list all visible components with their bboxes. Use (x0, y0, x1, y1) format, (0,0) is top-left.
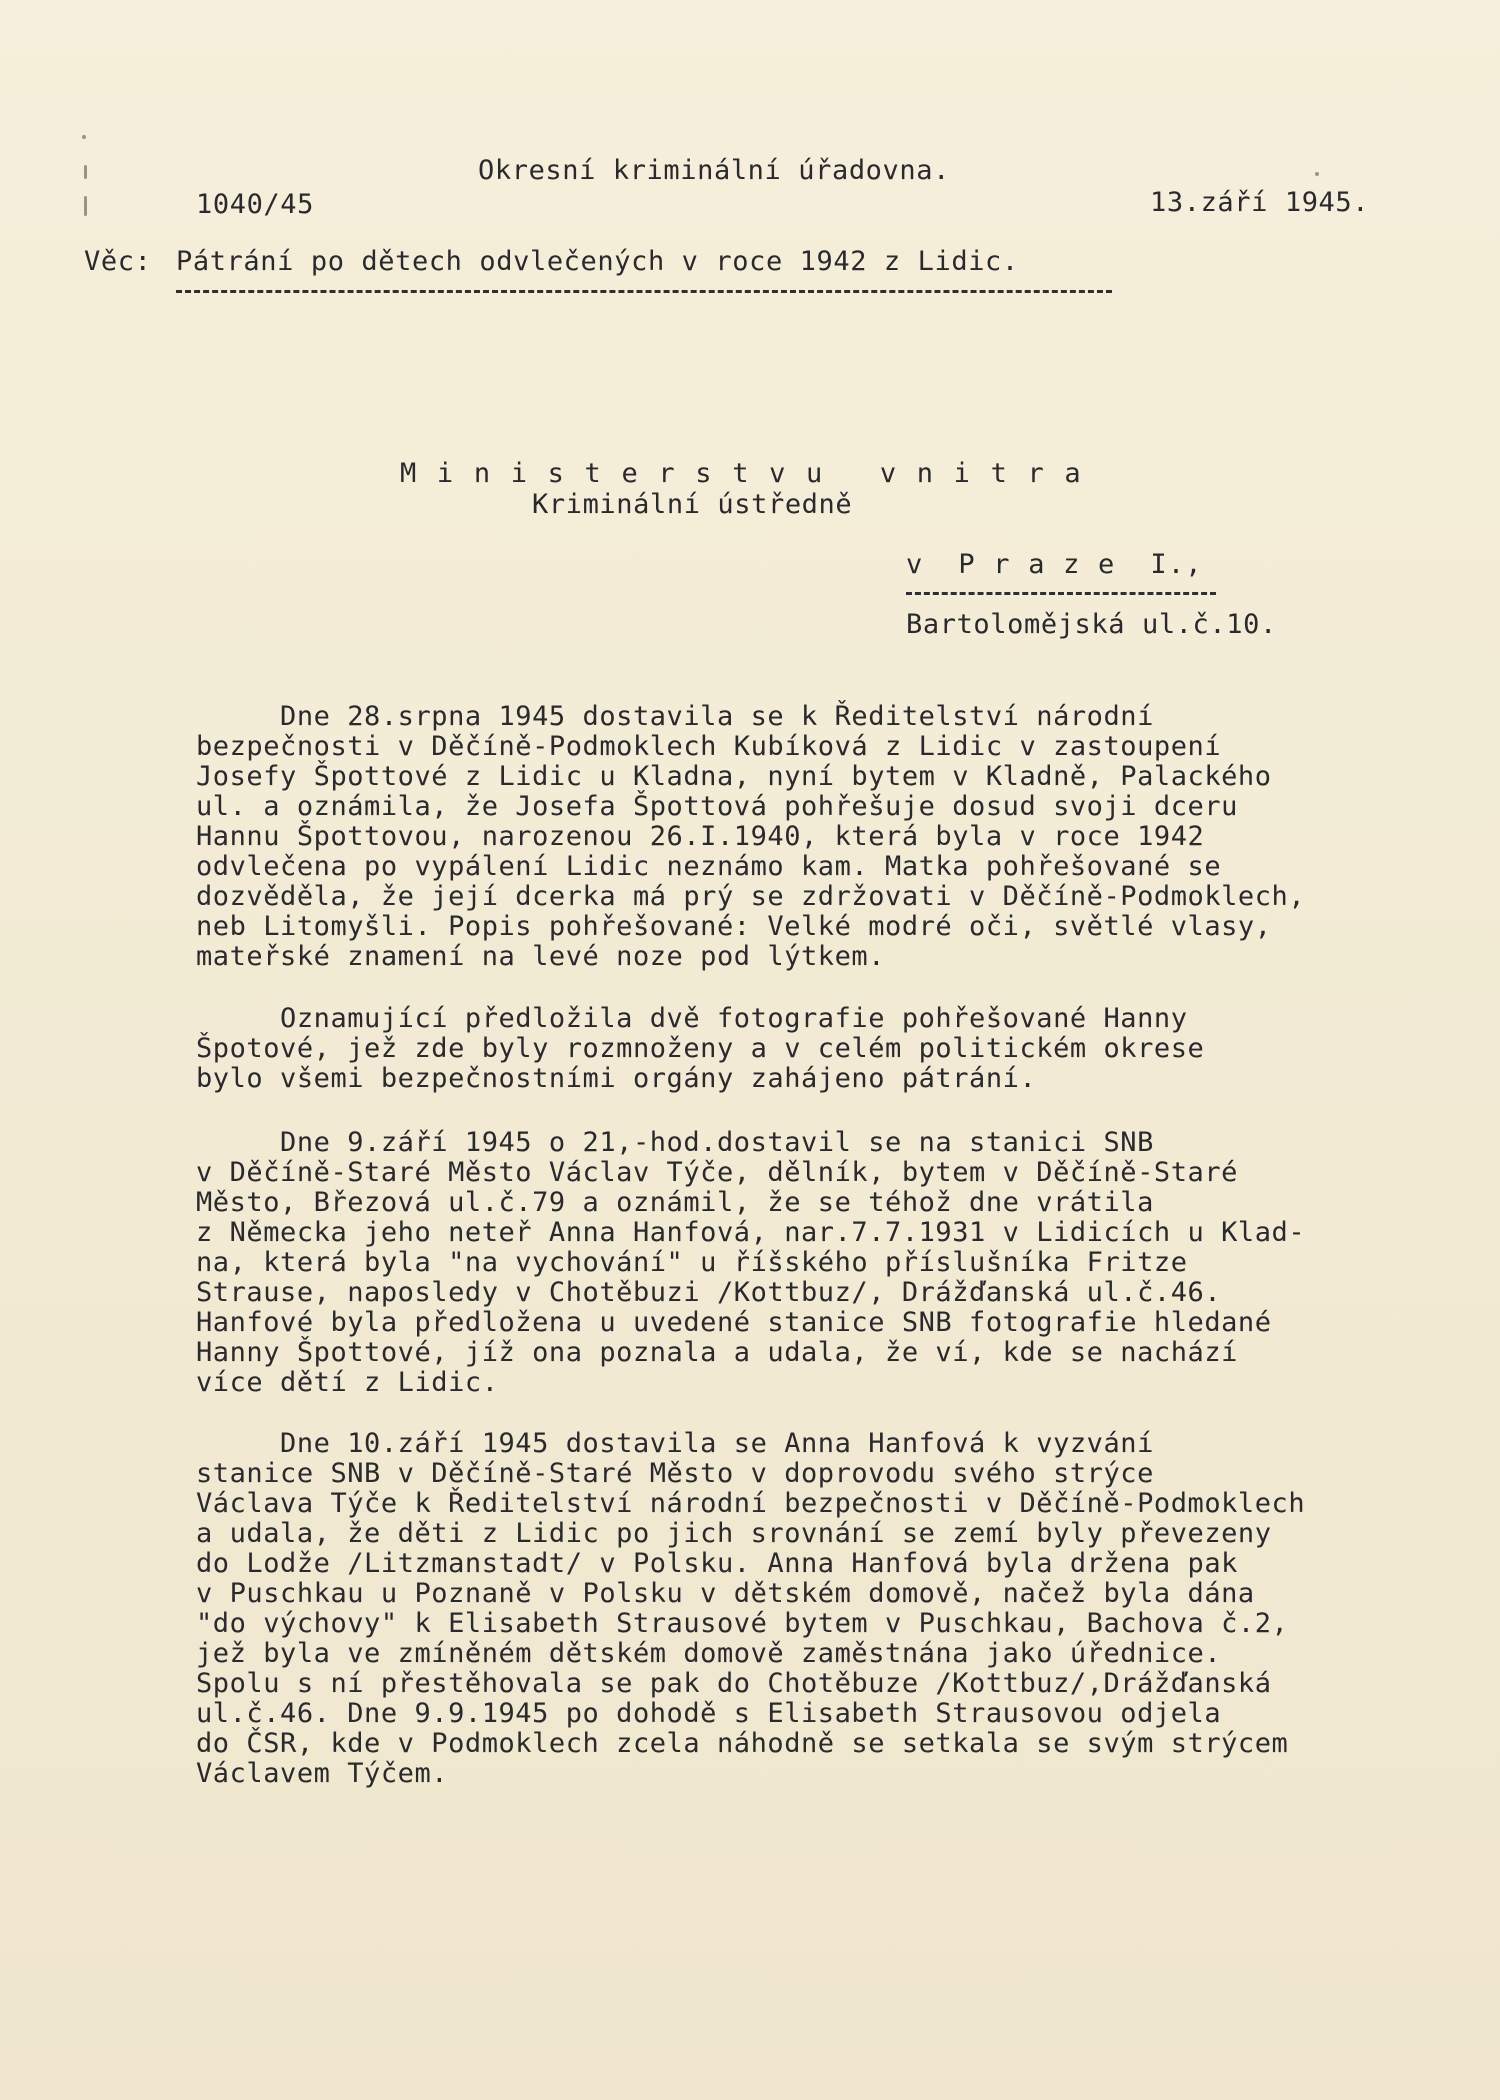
paragraph-line: z Německa jeho neteř Anna Hanfová, nar.7.7.1931 v Lidicích u Klad- (196, 1217, 1306, 1248)
margin-mark (84, 196, 87, 216)
paragraph-line: Spolu s ní přestěhovala se pak do Chotěbuze /Kottbuz/,Drážďanská (196, 1668, 1272, 1699)
paragraph-line: mateřské znamení na levé noze pod lýtkem. (196, 941, 886, 972)
addressee-city: v P r a z e I., (906, 549, 1203, 580)
paragraph-line: Dne 9.září 1945 o 21,-hod.dostavil se na stanici SNB (196, 1127, 1154, 1158)
paragraph-line: odvlečena po vypálení Lidic neznámo kam. Matka pohřešované se (196, 851, 1222, 882)
paragraph-line: Václavem Týčem. (196, 1758, 449, 1789)
subject-label: Věc: (84, 246, 152, 277)
paragraph-line: neb Litomyšli. Popis pohřešované: Velké modré oči, světlé vlasy, (196, 911, 1272, 942)
addressee-city-underline (906, 592, 1216, 595)
paragraph-line: na, která byla "na vychování" u říšského příslušníka Fritze (196, 1247, 1188, 1278)
reference-number: 1040/45 (196, 189, 314, 220)
paragraph-line: v Puschkau u Poznaně v Polsku v dětském domově, načež byla dána (196, 1578, 1255, 1609)
paragraph-line: stanice SNB v Děčíně-Staré Město v doprovodu svého strýce (196, 1458, 1154, 1489)
paragraph-line: Strause, naposledy v Chotěbuzi /Kottbuz/, Drážďanská ul.č.46. (196, 1277, 1222, 1308)
paragraph-line: Josefy Špottové z Lidic u Kladna, nyní bytem v Kladně, Palackého (196, 761, 1272, 792)
paragraph-line: Hanfové byla předložena u uvedené stanice SNB fotografie hledané (196, 1307, 1272, 1338)
paragraph-line: v Děčíně-Staré Město Václav Týče, dělník, bytem v Děčíně-Staré (196, 1157, 1238, 1188)
paragraph-line: Hanny Špottové, jíž ona poznala a udala, že ví, kde se nachází (196, 1337, 1238, 1368)
office-name: Okresní kriminální úřadovna. (478, 155, 950, 186)
paragraph-line: Oznamující předložila dvě fotografie pohřešované Hanny (196, 1003, 1188, 1034)
paragraph-line: Dne 28.srpna 1945 dostavila se k Ředitelství národní (196, 701, 1154, 732)
paragraph-line: bylo všemi bezpečnostními orgány zahájeno pátrání. (196, 1063, 1037, 1094)
paragraph-line: Špotové, jež zde byly rozmnoženy a v celém politickém okrese (196, 1033, 1205, 1064)
margin-mark (1315, 172, 1319, 176)
paragraph-line: a udala, že děti z Lidic po jich srovnání se zemí byly převezeny (196, 1518, 1272, 1549)
document-date: 13.září 1945. (1150, 187, 1370, 218)
paragraph-line: bezpečnosti v Děčíně-Podmoklech Kubíková z Lidic v zastoupení (196, 731, 1222, 762)
paragraph-line: Václava Týče k Ředitelství národní bezpečnosti v Děčíně-Podmoklech (196, 1488, 1306, 1519)
addressee-street: Bartoloměјská ul.č.10. (906, 609, 1277, 640)
paragraph-line: Hannu Špottovou, narozenou 26.I.1940, která byla v roce 1942 (196, 821, 1205, 852)
paragraph-line: do Lodže /Litzmanstadt/ v Polsku. Anna Hanfová byla držena pak (196, 1548, 1238, 1579)
paragraph-line: Město, Březová ul.č.79 a oznámil, že se téhož dne vrátila (196, 1187, 1154, 1218)
paragraph-line: do ČSR, kde v Podmoklech zcela náhodně se setkala se svým strýcem (196, 1728, 1289, 1759)
paragraph-line: jež byla ve zmíněném dětském domově zaměstnána jako úřednice. (196, 1638, 1222, 1669)
addressee-ministry: M i n i s t e r s t v u v n i t r a (400, 458, 1083, 489)
subject-underline (176, 290, 1112, 293)
paragraph-line: ul.č.46. Dne 9.9.1945 po dohodě s Elisabeth Strausovou odjela (196, 1698, 1222, 1729)
paragraph-line: ul. a oznámila, že Josefa Špottová pohřešuje dosud svoji dceru (196, 791, 1238, 822)
addressee-department: Kriminální ústředně (532, 489, 853, 520)
margin-mark (82, 135, 86, 139)
paragraph-line: dozvěděla, že její dcerka má prý se zdržovati v Děčíně-Podmoklech, (196, 881, 1306, 912)
paragraph-line: Dne 10.září 1945 dostavila se Anna Hanfová k vyzvání (196, 1428, 1154, 1459)
subject-text: Pátrání po dětech odvlečených v roce 1942 z Lidic. (176, 246, 1019, 277)
margin-mark (84, 165, 87, 179)
paragraph-line: "do výchovy" k Elisabeth Strausové bytem v Puschkau, Bachova č.2, (196, 1608, 1289, 1639)
paragraph-line: více dětí z Lidic. (196, 1367, 499, 1398)
